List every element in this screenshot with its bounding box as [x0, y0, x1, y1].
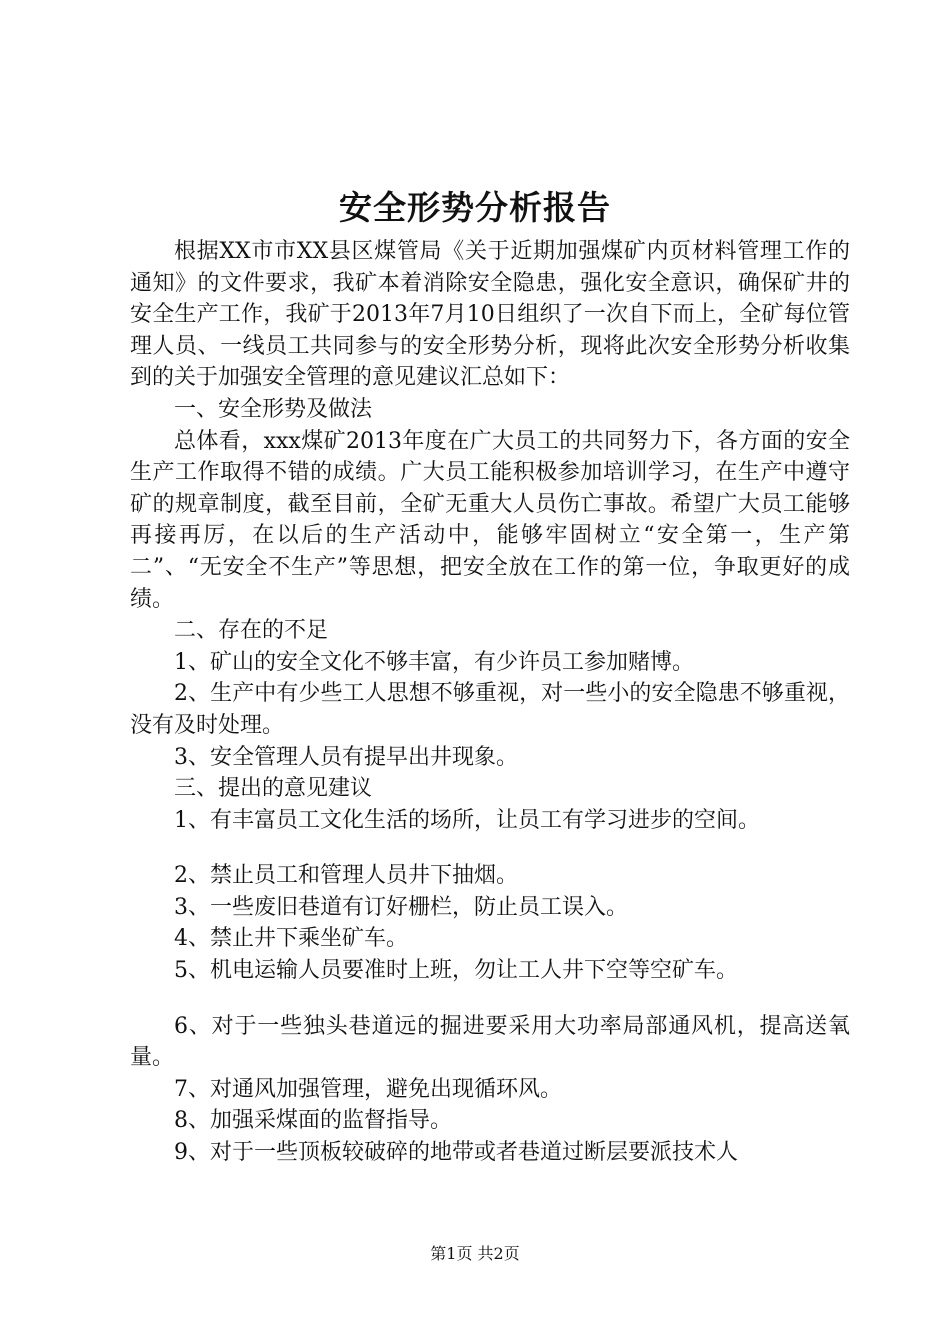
suggestion-item-8: 8、加强采煤面的监督指导。 [174, 1108, 452, 1134]
suggestion-item-7: 7、对通风加强管理，避免出现循环风。 [174, 1076, 562, 1102]
suggestion-item-4: 4、禁止井下乘坐矿车。 [174, 926, 408, 952]
section-heading-1: 一、安全形势及做法 [174, 396, 373, 422]
section-1-paragraph: 总体看，xxx煤矿2013年度在广大员工的共同努力下，各方面的安全生产工作取得不错的成绩。广大员工能积极参加培训学习，在生产中遵守矿的规章制度，截至目前，全矿无重大人员伤亡事故。希望广大员工能够再接再厉，在以后的生产活动中，能够牢固树立“安全第一，生产第二”、“无安全不生产”等思想，把安全放在工作的第一位，争取更好的成绩。 [130, 428, 850, 612]
suggestion-item-1: 1、有丰富员工文化生活的场所，让员工有学习进步的空间。 [174, 807, 760, 833]
suggestion-item-9: 9、对于一些顶板较破碎的地带或者巷道过断层要派技术人 [174, 1140, 738, 1166]
suggestion-item-6: 6、对于一些独头巷道远的掘进要采用大功率局部通风机，提高送氧量。 [130, 1013, 850, 1071]
suggestion-item-2: 2、禁止员工和管理人员井下抽烟。 [174, 863, 518, 889]
suggestion-item-3: 3、一些废旧巷道有订好栅栏，防止员工误入。 [174, 894, 628, 920]
shortcoming-item-2: 2、生产中有少些工人思想不够重视，对一些小的安全隐患不够重视，没有及时处理。 [130, 681, 850, 738]
section-heading-3: 三、提出的意见建议 [174, 776, 373, 802]
intro-paragraph: 根据XX市市XX县区煤管局《关于近期加强煤矿内页材料管理工作的通知》的文件要求，我矿本着消除安全隐患，强化安全意识，确保矿井的安全生产工作，我矿于2013年7月10日组织了一次自下而上，全矿每位管理人员、一线员工共同参与的安全形势分析，现将此次安全形势分析收集到的关于加强安全管理的意见建议汇总如下： [130, 239, 850, 391]
document-title: 安全形势分析报告 [339, 188, 611, 227]
shortcoming-item-1: 1、矿山的安全文化不够丰富，有少许员工参加赌博。 [174, 649, 694, 675]
suggestion-item-5: 5、机电运输人员要准时上班，勿让工人井下空等空矿车。 [174, 958, 738, 984]
shortcoming-item-3: 3、安全管理人员有提早出井现象。 [174, 744, 518, 770]
section-heading-2: 二、存在的不足 [174, 618, 329, 644]
page-footer: 第1页 共2页 [430, 1244, 520, 1263]
document-body [130, 236, 850, 1169]
